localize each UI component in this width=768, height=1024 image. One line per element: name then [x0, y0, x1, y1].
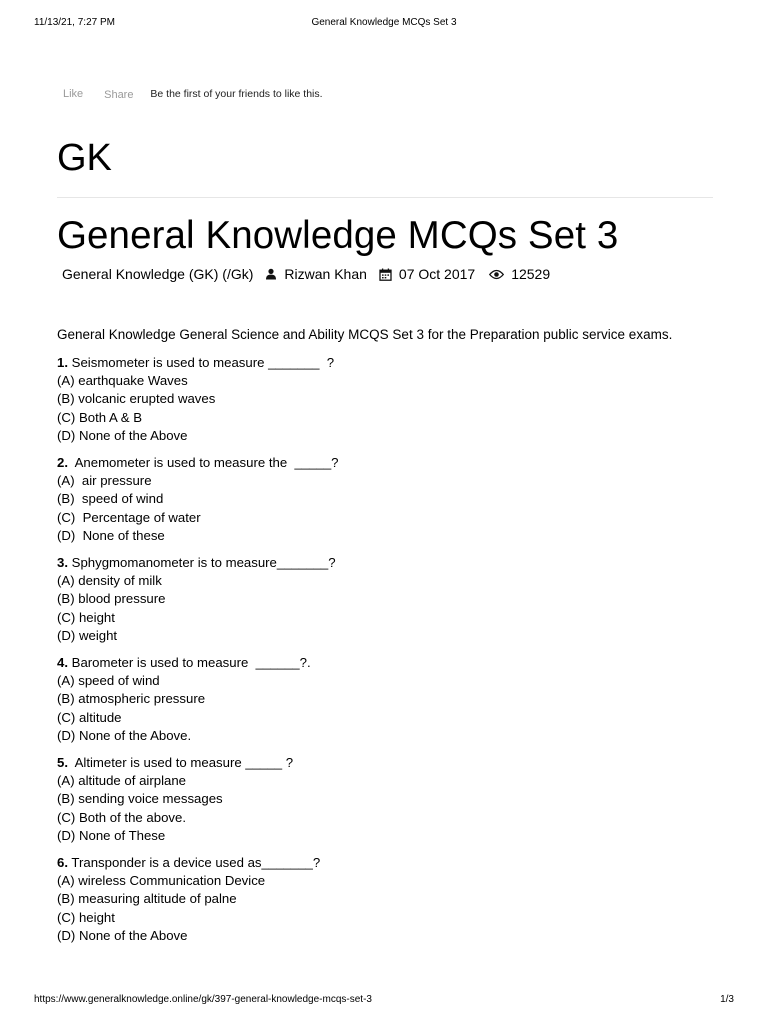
answer-option: (B) measuring altitude of palne	[57, 891, 237, 907]
answer-option: (C) Both of the above.	[57, 809, 187, 825]
answer-option: (D) None of These	[57, 827, 166, 843]
answer-option: (D) None of the Above	[57, 427, 188, 443]
answer-option: (A) speed of wind	[57, 673, 160, 689]
share-button[interactable]: Share	[104, 89, 134, 101]
category-link[interactable]: General Knowledge (GK) (/Gk)	[62, 266, 254, 282]
question-number: 3.	[57, 555, 68, 571]
answer-option: (A) air pressure	[57, 473, 152, 489]
question-stem	[57, 654, 339, 672]
question-number: 6.	[57, 855, 68, 871]
question-number: 4.	[57, 655, 68, 671]
answer-option: (C) height	[57, 909, 115, 925]
answer-option: (C) altitude	[57, 709, 122, 725]
answer-option: (B) atmospheric pressure	[57, 691, 206, 707]
question-number: 5.	[57, 755, 68, 771]
site-brand[interactable]: GK	[57, 137, 112, 179]
answer-option: (D) None of these	[57, 527, 165, 543]
social-bar	[63, 88, 323, 100]
question-text: Transponder is a device used as_______?	[68, 855, 321, 871]
answer-option: (A) density of milk	[57, 573, 162, 589]
answer-option: (D) weight	[57, 627, 118, 643]
question	[57, 754, 339, 845]
answer-option: (C) Both A & B	[57, 409, 143, 425]
question-stem	[57, 454, 339, 472]
question	[57, 654, 339, 745]
question	[57, 354, 339, 445]
answer-option: (B) blood pressure	[57, 591, 166, 607]
print-url: https://www.generalknowledge.online/gk/397-general-knowledge-mcqs-set-3	[34, 994, 372, 1005]
question	[57, 554, 339, 645]
question-number: 2.	[57, 455, 68, 471]
answer-option: (D) None of the Above.	[57, 727, 192, 743]
question-number: 1.	[57, 355, 68, 370]
question	[57, 454, 339, 545]
question-text: Anemometer is used to measure the _____?	[68, 455, 339, 471]
article-meta	[62, 266, 550, 282]
print-doc-title: General Knowledge MCQs Set 3	[311, 17, 457, 28]
question-text: Altimeter is used to measure _____ ?	[68, 755, 294, 771]
questions-list	[57, 354, 339, 954]
print-header	[34, 17, 734, 31]
question-stem	[57, 354, 339, 372]
page-number: 1/3	[720, 994, 734, 1005]
divider	[57, 197, 713, 198]
calendar-icon	[379, 268, 392, 281]
question-text: Sphygmomanometer is to measure_______?	[68, 555, 336, 571]
answer-option: (B) speed of wind	[57, 491, 164, 507]
print-date: 11/13/21, 7:27 PM	[34, 17, 115, 28]
question-text: Seismometer is used to measure _______ ?	[68, 355, 335, 370]
question-stem	[57, 854, 339, 872]
answer-option: (B) volcanic erupted waves	[57, 391, 216, 407]
answer-option: (A) wireless Communication Device	[57, 873, 266, 889]
answer-option: (D) None of the Above	[57, 927, 188, 943]
intro-text: General Knowledge General Science and Ability MCQS Set 3 for the Preparation public service exams.	[57, 327, 673, 342]
like-button[interactable]: Like	[63, 88, 84, 100]
user-icon	[265, 268, 277, 280]
question-stem	[57, 754, 339, 772]
author-name: Rizwan Khan	[284, 266, 367, 282]
answer-option: (C) height	[57, 609, 115, 625]
eye-icon	[489, 269, 504, 280]
social-text: Be the first of your friends to like this.	[150, 88, 323, 100]
question	[57, 854, 339, 945]
page-title: General Knowledge MCQs Set 3	[57, 214, 619, 257]
answer-option: (A) altitude of airplane	[57, 773, 187, 789]
answer-option: (B) sending voice messages	[57, 791, 223, 807]
question-text: Barometer is used to measure ______?.	[68, 655, 311, 671]
view-count: 12529	[511, 266, 551, 282]
publish-date: 07 Oct 2017	[398, 266, 476, 282]
question-stem	[57, 554, 339, 572]
answer-option: (A) earthquake Waves	[57, 373, 188, 389]
answer-option: (C) Percentage of water	[57, 509, 201, 525]
